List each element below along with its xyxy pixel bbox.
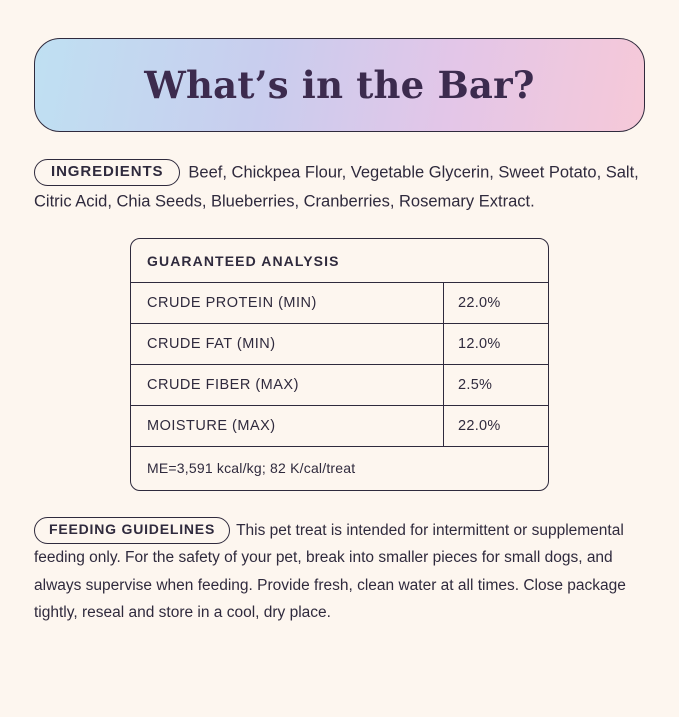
guaranteed-analysis-header: GUARANTEED ANALYSIS: [131, 239, 548, 283]
title-banner: [34, 38, 645, 132]
feeding-guidelines-label: FEEDING GUIDELINES: [34, 517, 230, 543]
ingredients-label: INGREDIENTS: [34, 159, 180, 187]
ingredients-text: Beef, Chickpea Flour, Vegetable Glycerin, Sweet Potato, Salt, Citric Acid, Chia Seeds, Blueberries, Cranberries, Rosemary Extract.: [34, 163, 639, 211]
table-row: [131, 365, 548, 406]
table-row: [131, 283, 548, 324]
ingredients-section: [34, 158, 645, 216]
analysis-row-value: 12.0%: [458, 335, 501, 352]
analysis-row-label: MOISTURE (MAX): [131, 406, 444, 446]
feeding-guidelines-section: [34, 517, 645, 627]
analysis-row-label: CRUDE FAT (MIN): [131, 324, 444, 364]
analysis-row-label: CRUDE PROTEIN (MIN): [131, 283, 444, 323]
analysis-row-label: CRUDE FIBER (MAX): [131, 365, 444, 405]
guaranteed-analysis-table: [130, 238, 549, 491]
page-title: What’s in the Bar?: [144, 63, 535, 107]
analysis-row-value: 2.5%: [458, 376, 493, 393]
table-row: [131, 406, 548, 447]
metabolizable-energy-note: ME=3,591 kcal/kg; 82 K/cal/treat: [147, 459, 356, 476]
analysis-row-value: 22.0%: [458, 294, 501, 311]
feeding-guidelines-text: This pet treat is intended for intermittent or supplemental feeding only. For the safety of your pet, break into smaller pieces for small dogs, and always supervise when feeding. Provide fresh, clean water at all times. Close package tightly, reseal and store in a cool, dry place.: [34, 521, 626, 622]
label-page: [0, 38, 679, 717]
analysis-row-value: 22.0%: [458, 417, 501, 434]
table-row: [131, 324, 548, 365]
